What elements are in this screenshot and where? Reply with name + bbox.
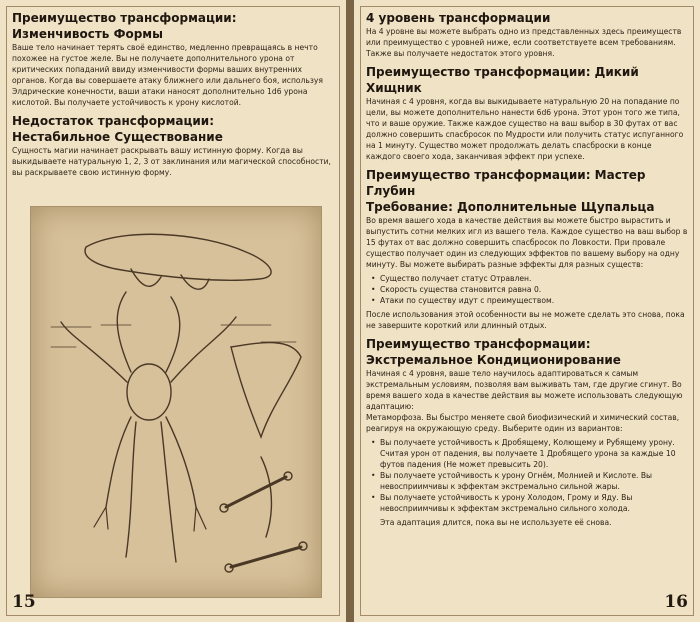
section-subtitle: Экстремальное Кондиционирование: [366, 353, 621, 367]
book-gutter: [346, 0, 354, 622]
section-text: На 4 уровне вы можете выбрать одно из представленных здесь преимуществ или преимущество с уровней ниже, если соответствуете всем требованиям. Также вы получаете недостаток этого уровня.: [366, 27, 682, 58]
section-subtitle: Изменчивость Формы: [12, 27, 163, 41]
list-item: • Существо получает статус Отравлен.: [380, 273, 688, 284]
right-page: [354, 0, 700, 622]
adaptation-list: [366, 437, 688, 514]
section-title: Преимущество трансформации: Мастер Глубин: [366, 168, 646, 198]
right-page-content: [366, 10, 688, 528]
list-item: • Вы получаете устойчивость к урону Огнём, Молнией и Кислоте. Вы невосприимчивы к эффектам экстремально сильной жары.: [380, 470, 688, 492]
section-subtitle: Нестабильное Существование: [12, 130, 223, 144]
creature-tentacles: [61, 292, 236, 382]
creature-head: [127, 364, 171, 420]
page-number: 16: [664, 592, 688, 612]
bone-sketch: [226, 477, 286, 507]
creature-sketch: [31, 207, 321, 597]
section-title: Преимущество трансформации:: [12, 11, 237, 25]
section-title: Преимущество трансформации:: [366, 337, 591, 351]
effects-list: [366, 273, 688, 306]
section-title: Преимущество трансформации: Дикий Хищник: [366, 65, 639, 95]
left-page-content: [12, 10, 334, 178]
section-text: Во время вашего хода в качестве действия вы можете быстро вырастить и выпустить сотни мелких игл из вашего тела. Каждое существо на ваш выбор в 15 футах от вас должно совершить спасбросок по Ловкости. При провале существо получает один из следующих эффектов по вашему выбору на одну минуту. Вы можете выбирать разные эффекты для разных существ:: [366, 216, 688, 269]
section-text: Начиная с 4 уровня, ваше тело научилось адаптироваться к самым экстремальным условиям, позволяя вам выживать там, где другие сгинут. Во время вашего хода в качестве действия вы можете использовать следующую адаптацию:: [366, 369, 683, 411]
list-item: • Скорость существа становится равна 0.: [380, 284, 688, 295]
closing-text: Эта адаптация длится, пока вы не используете её снова.: [380, 518, 612, 527]
flying-creature: [85, 234, 271, 280]
section-subtitle: Требование: Дополнительные Щупальца: [366, 200, 655, 214]
section-text: После использования этой особенности вы не можете сделать это снова, пока не завершите короткий или длинный отдых.: [366, 310, 685, 330]
section-text: Начиная с 4 уровня, когда вы выкидываете натуральную 20 на попадание по цели, вы можете дополнительно нанести 6d6 урона. Этот урон того же типа, что и ваше оружие. Также каждое существо на ваш выбор в 30 футах от вас должно совершить спасбросок по Мудрости или получить статус испуганного на 1 минуту. Существо может продолжать делать спасброски в конце каждого своего хода, заканчивая эффект при успехе.: [366, 97, 684, 161]
section-title: 4 уровень трансформации: [366, 11, 551, 25]
section-text: Сущность магии начинает раскрывать вашу истинную форму. Когда вы выкидываете натуральную 1, 2, 3 от заклинания или магической способности, вы раскрываете свою истинную форму.: [12, 146, 331, 177]
list-item: • Атаки по существу идут с преимуществом.: [380, 295, 688, 306]
left-page: [0, 0, 346, 622]
creature-illustration: [30, 206, 322, 598]
page-number: 15: [12, 592, 36, 612]
section-text: Ваше тело начинает терять своё единство, медленно превращаясь в нечто похожее на густое желе. Вы не получаете дополнительного урона от критических попаданий ввиду изменчивости формы ваших внутренних органов. Когда вы совершаете атаку ближнего или дальнего боя, используя Элдрические конечности, ваши атаки наносят дополнительно 1d6 урона кислотой. Вы получаете устойчивость к урону кислотой.: [12, 43, 323, 107]
bone-sketch: [231, 547, 301, 567]
section-text: Метаморфоза. Вы быстро меняете свой биофизический и химический состав, реагируя на окружающую среду. Выберите один из вариантов:: [366, 413, 680, 433]
creature-legs: [126, 422, 176, 562]
list-item: • Вы получаете устойчивость к урону Холодом, Грому и Яду. Вы невосприимчивы к эффектам экстремально сильного холода.: [380, 492, 688, 514]
list-item: • Вы получаете устойчивость к Дробящему, Колющему и Рубящему урону. Считая урон от падения, вы получаете 1 Дробящего урона за каждые 10 футов падения (Не может превысить 20).: [380, 437, 688, 470]
section-title: Недостаток трансформации:: [12, 114, 215, 128]
creature-arms: [106, 417, 196, 507]
limb-sketch: [231, 343, 301, 437]
